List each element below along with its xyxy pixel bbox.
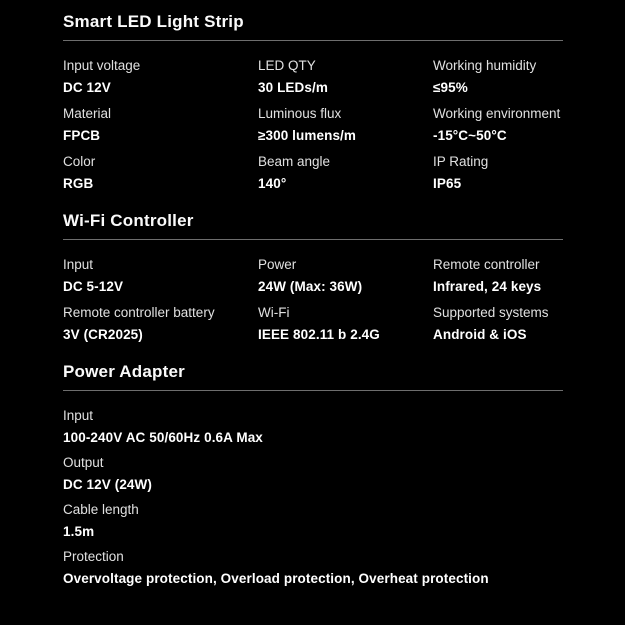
spec-value: IP65 bbox=[433, 176, 462, 191]
spec-item bbox=[433, 105, 563, 145]
spec-grid bbox=[63, 391, 563, 588]
section-title: Power Adapter bbox=[63, 362, 185, 381]
spec-label: Working environment bbox=[433, 106, 561, 121]
spec-item bbox=[433, 57, 563, 97]
spec-label: Wi-Fi bbox=[258, 305, 290, 320]
spec-value: RGB bbox=[63, 176, 94, 191]
spec-item bbox=[63, 153, 258, 193]
spec-label: Supported systems bbox=[433, 305, 549, 320]
spec-value: ≤95% bbox=[433, 80, 468, 95]
section-header bbox=[63, 360, 563, 391]
section-title: Smart LED Light Strip bbox=[63, 12, 244, 31]
spec-value: 1.5m bbox=[63, 524, 95, 539]
spec-label: Luminous flux bbox=[258, 106, 342, 121]
spec-value: 140° bbox=[258, 176, 287, 191]
spec-item bbox=[258, 105, 433, 145]
spec-value: FPCB bbox=[63, 128, 101, 143]
spec-label: Input voltage bbox=[63, 58, 141, 73]
spec-grid bbox=[63, 41, 563, 193]
spec-item bbox=[63, 105, 258, 145]
spec-label: LED QTY bbox=[258, 58, 316, 73]
spec-item bbox=[433, 153, 563, 193]
spec-value: IEEE 802.11 b 2.4G bbox=[258, 327, 380, 342]
section-title: Wi-Fi Controller bbox=[63, 211, 194, 230]
spec-value: DC 5-12V bbox=[63, 279, 124, 294]
spec-value: 100-240V AC 50/60Hz 0.6A Max bbox=[63, 430, 263, 445]
section-header bbox=[63, 10, 563, 41]
spec-label: Output bbox=[63, 455, 104, 470]
spec-label: Beam angle bbox=[258, 154, 331, 169]
spec-value: 30 LEDs/m bbox=[258, 80, 328, 95]
spec-item bbox=[258, 304, 433, 344]
spec-value: ≥300 lumens/m bbox=[258, 128, 357, 143]
spec-label: Cable length bbox=[63, 502, 139, 517]
spec-item bbox=[63, 304, 258, 344]
section-header bbox=[63, 209, 563, 240]
spec-value: DC 12V bbox=[63, 80, 111, 95]
spec-item bbox=[258, 153, 433, 193]
spec-grid bbox=[63, 240, 563, 344]
spec-label: IP Rating bbox=[433, 154, 489, 169]
spec-item bbox=[258, 57, 433, 97]
spec-item bbox=[63, 501, 563, 541]
spec-item bbox=[63, 548, 563, 588]
spec-label: Material bbox=[63, 106, 112, 121]
spec-item bbox=[433, 256, 563, 296]
spec-item bbox=[63, 407, 563, 447]
spec-section-power-adapter bbox=[63, 360, 563, 588]
spec-value: -15°C~50°C bbox=[433, 128, 507, 143]
spec-item bbox=[258, 256, 433, 296]
spec-value: Infrared, 24 keys bbox=[433, 279, 542, 294]
spec-value: 3V (CR2025) bbox=[63, 327, 143, 342]
spec-label: Color bbox=[63, 154, 96, 169]
spec-item bbox=[63, 454, 563, 494]
spec-label: Input bbox=[63, 408, 94, 423]
spec-label: Power bbox=[258, 257, 297, 272]
spec-value: DC 12V (24W) bbox=[63, 477, 152, 492]
spec-value: Android & iOS bbox=[433, 327, 527, 342]
spec-item bbox=[433, 304, 563, 344]
spec-label: Working humidity bbox=[433, 58, 537, 73]
spec-value: 24W (Max: 36W) bbox=[258, 279, 363, 294]
spec-item bbox=[63, 256, 258, 296]
spec-item bbox=[63, 57, 258, 97]
spec-section-smart-led-light-strip bbox=[63, 10, 563, 193]
spec-label: Protection bbox=[63, 549, 124, 564]
spec-value: Overvoltage protection, Overload protection, Overheat protection bbox=[63, 571, 489, 586]
spec-label: Input bbox=[63, 257, 94, 272]
spec-label: Remote controller battery bbox=[63, 305, 215, 320]
spec-label: Remote controller bbox=[433, 257, 540, 272]
spec-section-wi-fi-controller bbox=[63, 209, 563, 344]
